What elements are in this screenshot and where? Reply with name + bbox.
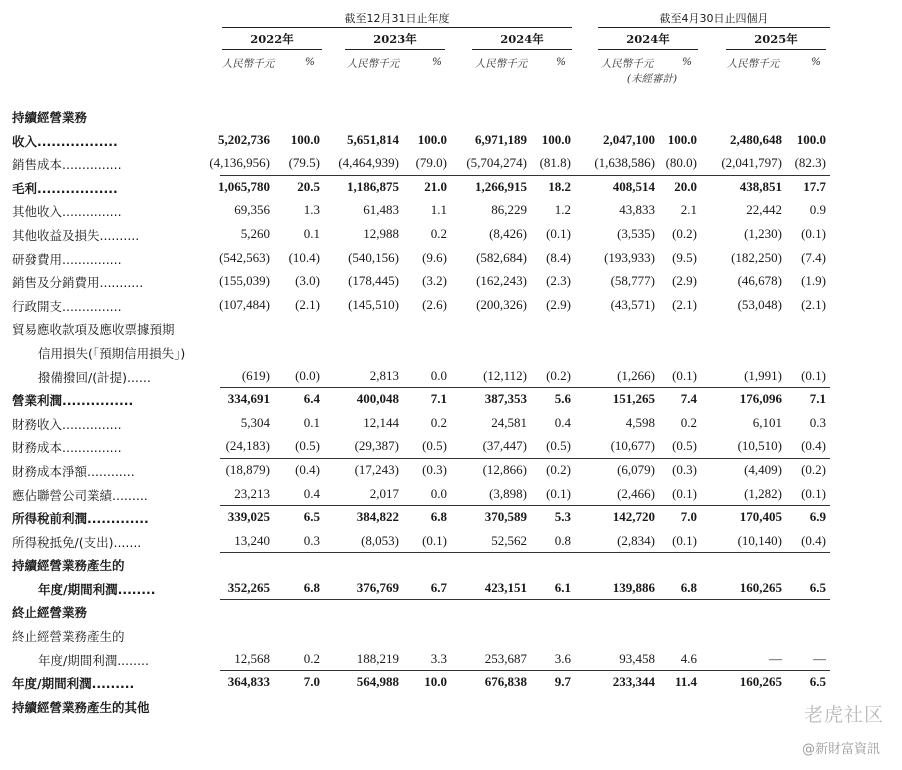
percent-cell: 6.8 — [680, 579, 697, 595]
percent-cell: (9.6) — [422, 249, 447, 265]
row-label: 財務成本............... — [12, 440, 122, 456]
table-row — [0, 317, 902, 341]
percent-cell: (79.0) — [415, 155, 447, 171]
amount-cell: 4,598 — [625, 414, 655, 430]
amount-cell: (4,136,956) — [209, 155, 270, 171]
percent-cell: (82.3) — [794, 155, 826, 171]
percent-cell: (0.4) — [801, 438, 826, 454]
amount-cell: 438,851 — [739, 178, 782, 194]
table-row — [0, 294, 902, 318]
row-label: 所得稅抵免/(支出)....... — [12, 534, 142, 550]
percent-cell: 0.0 — [430, 485, 447, 501]
amount-cell: (43,571) — [610, 296, 655, 312]
percent-cell: 3.3 — [430, 650, 447, 666]
percent-cell: (0.0) — [295, 367, 320, 383]
percent-cell: 6.5 — [303, 509, 320, 525]
table-row — [0, 624, 902, 648]
percent-cell: 6.1 — [554, 579, 571, 595]
percent-cell: 7.4 — [680, 391, 697, 407]
percent-cell: (0.1) — [801, 367, 826, 383]
percent-cell: 7.1 — [430, 391, 447, 407]
watermark-logo: 老虎社区 — [803, 704, 884, 726]
table-row — [0, 412, 902, 436]
percent-cell: 6.8 — [430, 509, 447, 525]
amount-cell: (3,535) — [617, 225, 655, 241]
percent-cell: 0.1 — [303, 414, 320, 430]
amount-cell: (2,041,797) — [721, 155, 782, 171]
amount-cell: 69,356 — [234, 202, 270, 218]
row-label: 信用損失(「預期信用損失」) — [38, 345, 186, 361]
amount-cell: (193,933) — [604, 249, 655, 265]
amount-cell: 2,047,100 — [603, 131, 655, 147]
unit-label: 人民幣千元 — [726, 58, 780, 70]
table-row — [0, 553, 902, 577]
percent-cell: 6.5 — [809, 579, 826, 595]
percent-cell: 0.9 — [809, 202, 826, 218]
percent-cell: (0.1) — [422, 532, 447, 548]
percent-cell: (0.1) — [801, 225, 826, 241]
pct-label: % — [682, 56, 692, 68]
amount-cell: (1,282) — [744, 485, 782, 501]
percent-cell: 7.0 — [303, 674, 320, 690]
amount-cell: (17,243) — [354, 461, 399, 477]
table-row — [0, 105, 902, 129]
year-2025-4m: 2025年 — [754, 32, 798, 46]
header-rule — [598, 27, 830, 28]
table-row — [0, 530, 902, 554]
unit-label: 人民幣千元 — [346, 58, 400, 70]
amount-cell: 93,458 — [619, 650, 655, 666]
percent-cell: 0.2 — [303, 650, 320, 666]
percent-cell: (2.1) — [295, 296, 320, 312]
amount-cell: (53,048) — [737, 296, 782, 312]
amount-cell: (200,326) — [476, 296, 527, 312]
unit-label: 人民幣千元 — [221, 58, 275, 70]
amount-cell: (6,079) — [617, 461, 655, 477]
percent-cell: (10.4) — [288, 249, 320, 265]
row-label: 行政開支............... — [12, 298, 122, 314]
percent-cell: 0.2 — [430, 414, 447, 430]
amount-cell: 6,971,189 — [475, 131, 527, 147]
percent-cell: (2.6) — [422, 296, 447, 312]
amount-cell: 387,353 — [484, 391, 527, 407]
row-label: 年度/期間利潤......... — [12, 676, 135, 692]
percent-cell: 1.1 — [430, 202, 447, 218]
row-label: 所得稅前利潤............. — [12, 511, 149, 527]
amount-cell: (37,447) — [482, 438, 527, 454]
row-label: 銷售及分銷費用........... — [12, 275, 144, 291]
year-rule — [222, 49, 322, 50]
percent-cell: (0.4) — [801, 532, 826, 548]
year-2023: 2023年 — [373, 32, 417, 46]
year-rule — [598, 49, 698, 50]
percent-cell: 0.2 — [680, 414, 697, 430]
amount-cell: (178,445) — [348, 273, 399, 289]
percent-cell: (0.5) — [672, 438, 697, 454]
row-label: 貿易應收款項及應收票據預期 — [12, 322, 175, 338]
amount-cell: 24,581 — [491, 414, 527, 430]
row-label: 持續經營業務產生的其他 — [12, 699, 150, 715]
table-row — [0, 247, 902, 271]
unaudited-label: (未經審計) — [626, 73, 678, 85]
percent-cell: 6.8 — [303, 579, 320, 595]
amount-cell: 12,988 — [363, 225, 399, 241]
percent-cell: (0.1) — [546, 485, 571, 501]
amount-cell: (542,563) — [219, 249, 270, 265]
row-label: 銷售成本............... — [12, 157, 122, 173]
percent-cell: — — [813, 650, 826, 666]
amount-cell: (4,464,939) — [338, 155, 399, 171]
amount-cell: 564,988 — [356, 674, 399, 690]
amount-cell: (18,879) — [225, 461, 270, 477]
percent-cell: 0.4 — [554, 414, 571, 430]
amount-cell: 12,144 — [363, 414, 399, 430]
percent-cell: 11.4 — [674, 674, 697, 690]
table-row — [0, 648, 902, 672]
percent-cell: 0.8 — [554, 532, 571, 548]
row-label: 年度/期間利潤........ — [38, 652, 149, 668]
percent-cell: 21.0 — [424, 178, 447, 194]
percent-cell: 100.0 — [417, 131, 447, 147]
amount-cell: 1,266,915 — [475, 178, 527, 194]
amount-cell: (12,866) — [482, 461, 527, 477]
percent-cell: (0.5) — [295, 438, 320, 454]
amount-cell: (162,243) — [476, 273, 527, 289]
year-rule — [472, 49, 572, 50]
year-2022: 2022年 — [250, 32, 294, 46]
row-label: 財務成本淨額............ — [12, 463, 135, 479]
percent-cell: 5.3 — [554, 509, 571, 525]
amount-cell: (10,677) — [610, 438, 655, 454]
amount-cell: 151,265 — [612, 391, 655, 407]
percent-cell: 100.0 — [541, 131, 571, 147]
amount-cell: 86,229 — [491, 202, 527, 218]
percent-cell: (8.4) — [546, 249, 571, 265]
percent-cell: 3.6 — [554, 650, 571, 666]
table-row — [0, 695, 902, 719]
period-header-fy: 截至12月31日止年度 — [344, 12, 450, 25]
amount-cell: (1,991) — [744, 367, 782, 383]
table-row — [0, 176, 902, 200]
percent-cell: 6.9 — [809, 509, 826, 525]
percent-cell: 7.0 — [680, 509, 697, 525]
percent-cell: 0.0 — [430, 367, 447, 383]
percent-cell: (2.3) — [546, 273, 571, 289]
amount-cell: 352,265 — [227, 579, 270, 595]
percent-cell: 7.1 — [809, 391, 826, 407]
amount-cell: — — [769, 650, 782, 666]
amount-cell: (10,510) — [737, 438, 782, 454]
amount-cell: 676,838 — [484, 674, 527, 690]
table-row — [0, 600, 902, 624]
table-row — [0, 199, 902, 223]
amount-cell: 5,304 — [240, 414, 270, 430]
percent-cell: (80.0) — [665, 155, 697, 171]
amount-cell: (58,777) — [610, 273, 655, 289]
header-rule — [222, 27, 572, 28]
table-row — [0, 388, 902, 412]
amount-cell: 5,202,736 — [218, 131, 270, 147]
amount-cell: 408,514 — [612, 178, 655, 194]
row-label: 研發費用............... — [12, 251, 122, 267]
percent-cell: 18.2 — [548, 178, 571, 194]
amount-cell: (8,426) — [489, 225, 527, 241]
percent-cell: 20.0 — [674, 178, 697, 194]
table-row — [0, 671, 902, 695]
percent-cell: (0.4) — [295, 461, 320, 477]
percent-cell: 9.7 — [554, 674, 571, 690]
amount-cell: 370,589 — [484, 509, 527, 525]
amount-cell: (2,834) — [617, 532, 655, 548]
percent-cell: 0.3 — [303, 532, 320, 548]
amount-cell: 52,562 — [491, 532, 527, 548]
percent-cell: 0.3 — [809, 414, 826, 430]
amount-cell: (1,638,586) — [594, 155, 655, 171]
percent-cell: (0.1) — [672, 532, 697, 548]
amount-cell: 1,065,780 — [218, 178, 270, 194]
watermark-source: @新財富資訊 — [801, 742, 880, 757]
amount-cell: (145,510) — [348, 296, 399, 312]
amount-cell: 1,186,875 — [347, 178, 399, 194]
table-row — [0, 506, 902, 530]
table-row — [0, 129, 902, 153]
percent-cell: 2.1 — [680, 202, 697, 218]
amount-cell: 2,017 — [369, 485, 399, 501]
percent-cell: 6.7 — [430, 579, 447, 595]
amount-cell: 364,833 — [227, 674, 270, 690]
percent-cell: (3.2) — [422, 273, 447, 289]
amount-cell: 253,687 — [484, 650, 527, 666]
year-2024-4m: 2024年 — [626, 32, 670, 46]
year-rule — [345, 49, 445, 50]
percent-cell: 6.5 — [809, 674, 826, 690]
percent-cell: (0.5) — [422, 438, 447, 454]
percent-cell: 0.2 — [430, 225, 447, 241]
percent-cell: (79.5) — [288, 155, 320, 171]
amount-cell: 170,405 — [739, 509, 782, 525]
percent-cell: 10.0 — [424, 674, 447, 690]
percent-cell: (0.3) — [422, 461, 447, 477]
amount-cell: 188,219 — [356, 650, 399, 666]
table-row — [0, 577, 902, 601]
amount-cell: (540,156) — [348, 249, 399, 265]
amount-cell: 2,480,648 — [730, 131, 782, 147]
amount-cell: (4,409) — [744, 461, 782, 477]
percent-cell: (1.9) — [801, 273, 826, 289]
amount-cell: (582,684) — [476, 249, 527, 265]
row-label: 終止經營業務產生的 — [12, 629, 125, 645]
amount-cell: 5,651,814 — [347, 131, 399, 147]
amount-cell: 142,720 — [612, 509, 655, 525]
amount-cell: (24,183) — [225, 438, 270, 454]
pct-label: % — [305, 56, 315, 68]
percent-cell: (0.1) — [546, 225, 571, 241]
amount-cell: (155,039) — [219, 273, 270, 289]
percent-cell: 100.0 — [796, 131, 826, 147]
row-label: 撥備撥回/(計提)...... — [38, 369, 151, 385]
amount-cell: 139,886 — [612, 579, 655, 595]
percent-cell: (0.3) — [672, 461, 697, 477]
amount-cell: (2,466) — [617, 485, 655, 501]
percent-cell: 1.2 — [554, 202, 571, 218]
row-label: 營業利潤............... — [12, 393, 134, 409]
percent-cell: (9.5) — [672, 249, 697, 265]
table-row — [0, 459, 902, 483]
row-label: 收入................. — [12, 133, 118, 149]
year-rule — [726, 49, 826, 50]
amount-cell: (29,387) — [354, 438, 399, 454]
unit-label: 人民幣千元 — [600, 58, 654, 70]
table-row — [0, 223, 902, 247]
amount-cell: 61,483 — [363, 202, 399, 218]
row-label: 其他收益及損失.......... — [12, 227, 140, 243]
amount-cell: (5,704,274) — [466, 155, 527, 171]
amount-cell: 423,151 — [484, 579, 527, 595]
percent-cell: (7.4) — [801, 249, 826, 265]
percent-cell: 100.0 — [667, 131, 697, 147]
percent-cell: (2.1) — [801, 296, 826, 312]
amount-cell: 376,769 — [356, 579, 399, 595]
percent-cell: (81.8) — [539, 155, 571, 171]
percent-cell: (0.1) — [801, 485, 826, 501]
row-label: 持續經營業務產生的 — [12, 558, 125, 574]
amount-cell: 22,442 — [746, 202, 782, 218]
row-label: 持續經營業務 — [12, 110, 88, 125]
percent-cell: (3.0) — [295, 273, 320, 289]
table-row — [0, 483, 902, 507]
statement-table — [0, 105, 902, 718]
percent-cell: 0.4 — [303, 485, 320, 501]
amount-cell: 23,213 — [234, 485, 270, 501]
percent-cell: 100.0 — [290, 131, 320, 147]
amount-cell: (46,678) — [737, 273, 782, 289]
pct-label: % — [556, 56, 566, 68]
amount-cell: 160,265 — [739, 674, 782, 690]
percent-cell: 0.1 — [303, 225, 320, 241]
percent-cell: (0.1) — [672, 485, 697, 501]
row-label: 財務收入............... — [12, 416, 122, 432]
percent-cell: (0.1) — [672, 367, 697, 383]
row-label: 其他收入............... — [12, 204, 122, 220]
percent-cell: 20.5 — [297, 178, 320, 194]
percent-cell: (2.9) — [546, 296, 571, 312]
percent-cell: 17.7 — [803, 178, 826, 194]
row-label: 年度/期間利潤........ — [38, 581, 156, 597]
percent-cell: 4.6 — [680, 650, 697, 666]
table-row — [0, 435, 902, 459]
percent-cell: (0.2) — [672, 225, 697, 241]
amount-cell: (3,898) — [489, 485, 527, 501]
amount-cell: (1,230) — [744, 225, 782, 241]
pct-label: % — [811, 56, 821, 68]
percent-cell: (2.1) — [672, 296, 697, 312]
row-label: 終止經營業務 — [12, 605, 88, 621]
amount-cell: (107,484) — [219, 296, 270, 312]
amount-cell: (619) — [241, 367, 270, 383]
amount-cell: 160,265 — [739, 579, 782, 595]
amount-cell: 334,691 — [227, 391, 270, 407]
amount-cell: 233,344 — [612, 674, 655, 690]
percent-cell: (0.5) — [546, 438, 571, 454]
period-header-4m: 截至4月30日止四個月 — [659, 12, 769, 25]
amount-cell: 13,240 — [234, 532, 270, 548]
percent-cell: 5.6 — [554, 391, 571, 407]
amount-cell: (182,250) — [731, 249, 782, 265]
table-row — [0, 365, 902, 389]
amount-cell: (12,112) — [483, 367, 527, 383]
pct-label: % — [432, 56, 442, 68]
amount-cell: 176,096 — [739, 391, 782, 407]
table-row — [0, 270, 902, 294]
table-row — [0, 152, 902, 176]
row-label: 毛利................. — [12, 180, 118, 196]
amount-cell: (10,140) — [737, 532, 782, 548]
percent-cell: 6.4 — [303, 391, 320, 407]
year-2024: 2024年 — [500, 32, 544, 46]
amount-cell: 384,822 — [356, 509, 399, 525]
row-label: 應佔聯營公司業績......... — [12, 487, 148, 503]
percent-cell: (2.9) — [672, 273, 697, 289]
unit-label: 人民幣千元 — [474, 58, 528, 70]
amount-cell: 43,833 — [619, 202, 655, 218]
percent-cell: (0.2) — [546, 367, 571, 383]
amount-cell: 400,048 — [356, 391, 399, 407]
amount-cell: (8,053) — [361, 532, 399, 548]
percent-cell: (0.2) — [801, 461, 826, 477]
amount-cell: 6,101 — [752, 414, 782, 430]
amount-cell: 339,025 — [227, 509, 270, 525]
amount-cell: 12,568 — [234, 650, 270, 666]
percent-cell: 1.3 — [303, 202, 320, 218]
percent-cell: (0.2) — [546, 461, 571, 477]
amount-cell: (1,266) — [617, 367, 655, 383]
table-row — [0, 341, 902, 365]
amount-cell: 5,260 — [240, 225, 270, 241]
amount-cell: 2,813 — [369, 367, 399, 383]
